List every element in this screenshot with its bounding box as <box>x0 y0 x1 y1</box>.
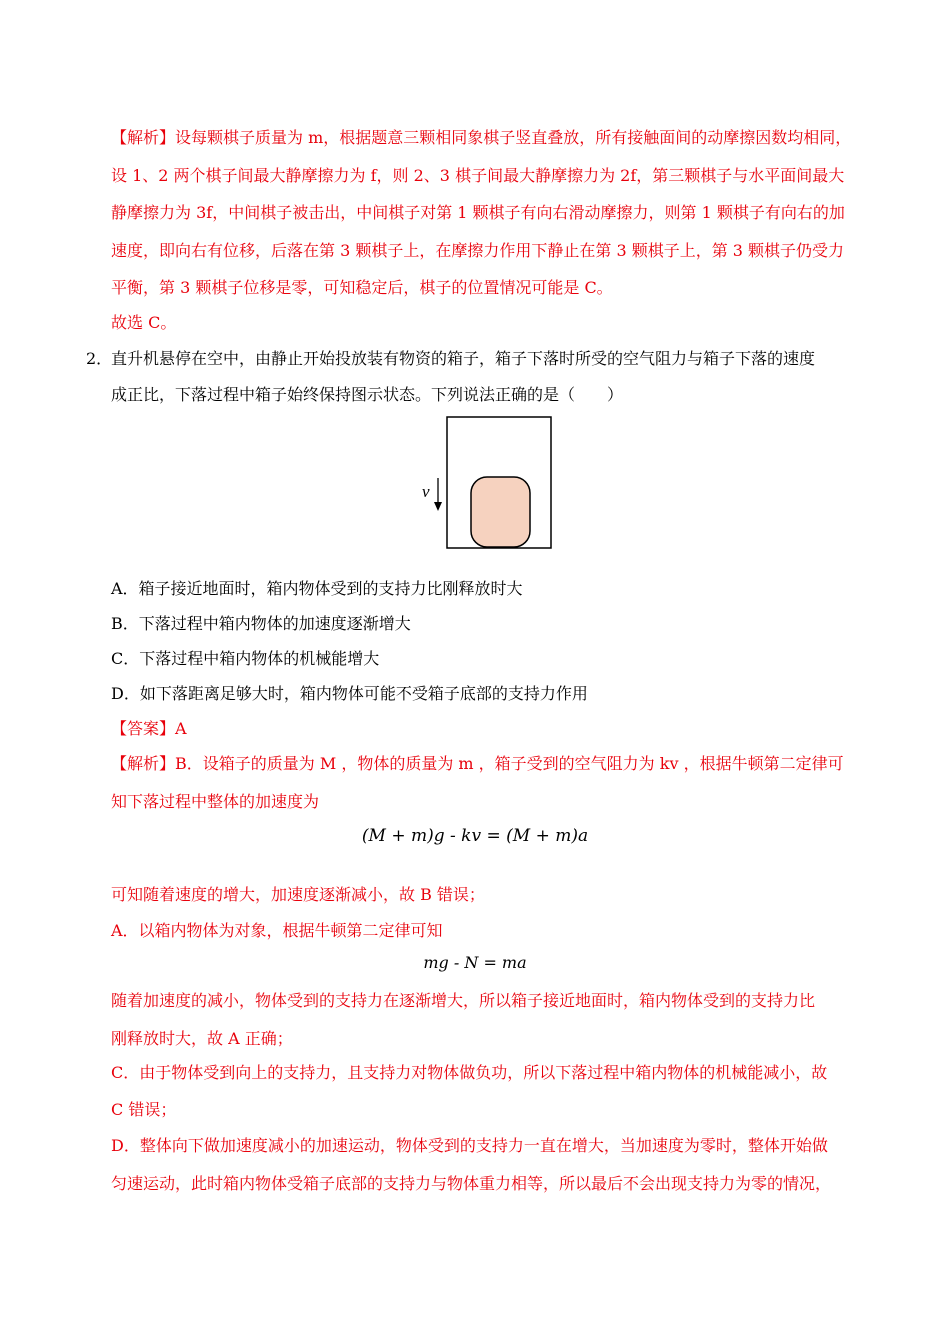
analysis1-line-1: 【解析】设每颗棋子质量为 m，根据题意三颗相同象棋子竖直叠放，所有接触面间的动摩擦因数均相同， <box>111 128 852 147</box>
question2-number: 2． <box>86 349 113 368</box>
analysis1-conclusion: 故选 C。 <box>111 313 177 332</box>
analysis2-line-6: 刚释放时大，故 A 正确； <box>111 1029 293 1048</box>
analysis1-line-4: 速度，即向右有位移，后落在第 3 颗棋子上，在摩擦力作用下静止在第 3 颗棋子上，第 3 颗棋子仍受力 <box>111 241 845 260</box>
analysis1-line-5: 平衡，第 3 颗棋子位移是零，可知稳定后，棋子的位置情况可能是 C。 <box>111 278 613 297</box>
option-b: B．下落过程中箱内物体的加速度逐渐增大 <box>111 614 411 633</box>
box-diagram <box>418 416 554 550</box>
analysis2-line-9: D．整体向下做加速度减小的加速运动，物体受到的支持力一直在增大，当加速度为零时，整体开始做 <box>111 1136 828 1155</box>
question2-stem-line-1: 直升机悬停在空中，由静止开始投放装有物资的箱子，箱子下落时所受的空气阻力与箱子下落的速度 <box>111 349 816 368</box>
answer: 【答案】A <box>111 719 187 738</box>
analysis2-line-3: 可知随着速度的增大，加速度逐渐减小，故 B 错误； <box>111 885 485 904</box>
analysis2-line-7: C．由于物体受到向上的支持力，且支持力对物体做负功，所以下落过程中箱内物体的机械能减小，故 <box>111 1063 828 1082</box>
velocity-arrow-head <box>434 502 442 511</box>
analysis1-line-2: 设 1、2 两个棋子间最大静摩擦力为 f，则 2、3 棋子间最大静摩擦力为 2f，第三颗棋子与水平面间最大 <box>111 166 845 185</box>
equation-2: mg - N = ma <box>423 953 527 972</box>
question2-stem-line-2: 成正比，下落过程中箱子始终保持图示状态。下列说法正确的是（ ） <box>111 385 624 404</box>
equation-1: (M + m)g - kv = (M + m)a <box>361 826 589 846</box>
analysis2-line-4: A．以箱内物体为对象，根据牛顿第二定律可知 <box>111 921 443 940</box>
analysis2-line-5: 随着加速度的减小，物体受到的支持力在逐渐增大，所以箱子接近地面时，箱内物体受到的支持力比 <box>111 991 816 1010</box>
option-a: A．箱子接近地面时，箱内物体受到的支持力比刚释放时大 <box>111 579 523 598</box>
object-in-box <box>471 477 530 547</box>
velocity-label: v <box>422 482 430 501</box>
analysis2-line-10: 匀速运动，此时箱内物体受箱子底部的支持力与物体重力相等，所以最后不会出现支持力为零的情况， <box>111 1174 832 1193</box>
analysis2-line-2: 知下落过程中整体的加速度为 <box>111 792 320 811</box>
box-figure <box>418 416 554 550</box>
analysis1-line-3: 静摩擦力为 3f，中间棋子被击出，中间棋子对第 1 颗棋子有向右滑动摩擦力，则第 1 颗棋子有向右的加 <box>111 203 845 222</box>
analysis2-line-8: C 错误； <box>111 1100 177 1119</box>
option-c: C．下落过程中箱内物体的机械能增大 <box>111 649 380 668</box>
analysis2-line-1: 【解析】B．设箱子的质量为 M ，物体的质量为 m ，箱子受到的空气阻力为 kv ，根据牛顿第二定律可 <box>111 754 844 773</box>
option-d: D．如下落距离足够大时，箱内物体可能不受箱子底部的支持力作用 <box>111 684 588 703</box>
